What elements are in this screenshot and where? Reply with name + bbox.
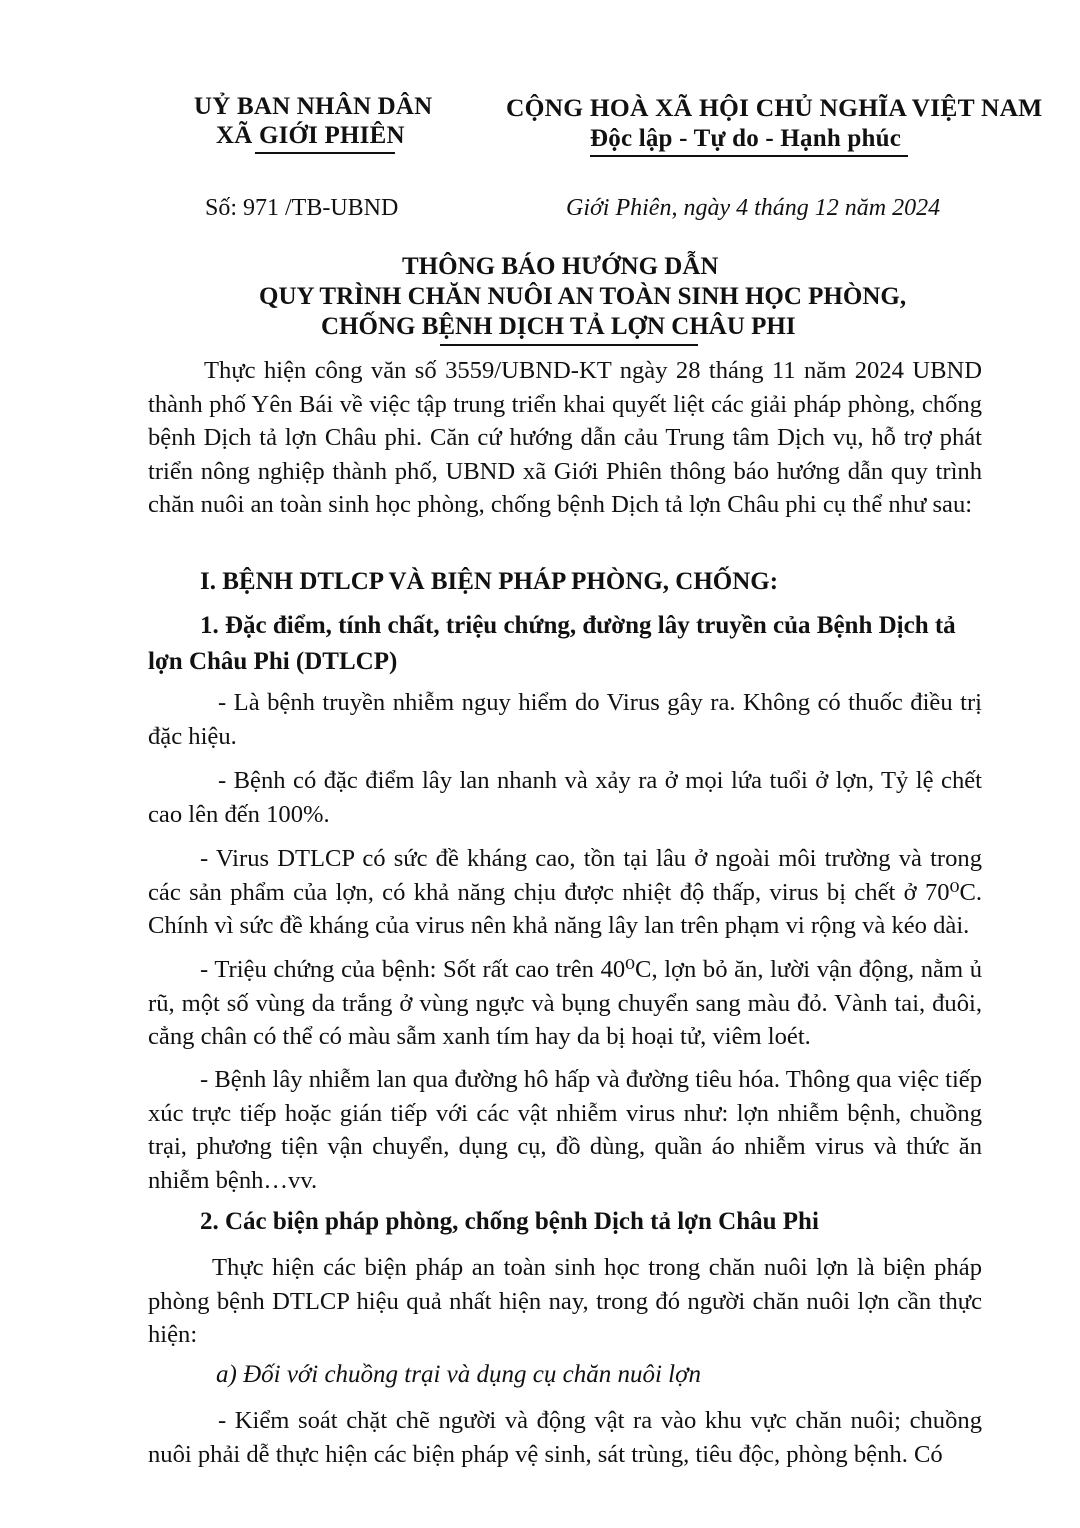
bullet-2: - Bệnh có đặc điểm lây lan nhanh và xảy ra ở mọi lứa tuổi ở lợn, Tỷ lệ chết cao lên đến 100%. xyxy=(148,767,982,828)
section-1-heading: I. BỆNH DTLCP VÀ BIỆN PHÁP PHÒNG, CHỐNG: xyxy=(200,568,779,595)
subsection-2a-heading: a) Đối với chuồng trại và dụng cụ chăn nuôi lợn xyxy=(216,1361,701,1388)
title-line-3: CHỐNG BỆNH DỊCH TẢ LỢN CHÂU PHI xyxy=(321,313,796,340)
subsection-2a-text: - Kiểm soát chặt chẽ người và động vật ra vào khu vực chăn nuôi; chuồng nuôi phải dễ thực hiện các biện pháp vệ sinh, sát trùng, tiêu độc, phòng bệnh. Có xyxy=(148,1407,982,1468)
bullet-4: - Triệu chứng của bệnh: Sốt rất cao trên 40⁰C, lợn bỏ ăn, lười vận động, nằm ủ rũ, một số vùng da trắng ở vùng ngực và bụng chuyển sang màu đỏ. Vành tai, đuôi, cẳng chân có thể có màu sẫm xanh tím hay da bị hoại tử, viêm loét. xyxy=(148,956,982,1050)
subsection-2-heading: 2. Các biện pháp phòng, chống bệnh Dịch tả lợn Châu Phi xyxy=(200,1208,819,1235)
national-motto: Độc lập - Tự do - Hạnh phúc xyxy=(590,125,901,152)
document-number: Số: 971 /TB-UBND xyxy=(205,195,399,221)
bullet-5: - Bệnh lây nhiễm lan qua đường hô hấp và đường tiêu hóa. Thông qua việc tiếp xúc trực tiếp hoặc gián tiếp với các vật nhiễm virus như: lợn nhiễm bệnh, chuồng trại, phương tiện vận chuyển, dụng cụ, đồ dùng, quần áo nhiễm virus và thức ăn nhiễm bệnh…vv. xyxy=(148,1066,982,1194)
issuing-authority: UỶ BAN NHÂN DÂN xyxy=(194,93,433,120)
title-line-2: QUY TRÌNH CHĂN NUÔI AN TOÀN SINH HỌC PHÒNG, xyxy=(259,283,907,310)
subsection-1-heading: 1. Đặc điểm, tính chất, triệu chứng, đường lây truyền của Bệnh Dịch tả lợn Châu Phi (DTLCP) xyxy=(148,612,956,675)
bullet-3: - Virus DTLCP có sức đề kháng cao, tồn tại lâu ở ngoài môi trường và trong các sản phẩm của lợn, có khả năng chịu được nhiệt độ thấp, virus bị chết ở 70⁰C. Chính vì sức đề kháng của virus nên khả năng lây lan trên phạm vi rộng và kéo dài. xyxy=(148,845,982,939)
intro-paragraph: Thực hiện công văn số 3559/UBND-KT ngày 28 tháng 11 năm 2024 UBND thành phố Yên Bái về việc tập trung triển khai quyết liệt các giải pháp phòng, chống bệnh Dịch tả lợn Châu phi. Căn cứ hướng dẫn cảu Trung tâm Dịch vụ, hỗ trợ phát triển nông nghiệp thành phố, UBND xã Giới Phiên thông báo hướng dẫn quy trình chăn nuôi an toàn sinh học phòng, chống bệnh Dịch tả lợn Châu phi cụ thể như sau: xyxy=(148,357,982,518)
authority-underline xyxy=(255,152,395,154)
bullet-1: - Là bệnh truyền nhiễm nguy hiểm do Virus gây ra. Không có thuốc điều trị đặc hiệu. xyxy=(148,689,982,750)
subsection-2-intro: Thực hiện các biện pháp an toàn sinh học trong chăn nuôi lợn là biện pháp phòng bệnh DTLCP hiệu quả nhất hiện nay, trong đó người chăn nuôi lợn cần thực hiện: xyxy=(148,1254,982,1348)
document-date: Giới Phiên, ngày 4 tháng 12 năm 2024 xyxy=(566,195,941,221)
title-underline xyxy=(440,344,698,346)
issuing-commune: XÃ GIỚI PHIÊN xyxy=(216,122,405,149)
motto-underline xyxy=(590,155,908,157)
title-line-1: THÔNG BÁO HƯỚNG DẪN xyxy=(402,253,719,280)
national-title: CỘNG HOÀ XÃ HỘI CHỦ NGHĨA VIỆT NAM xyxy=(506,93,1043,122)
